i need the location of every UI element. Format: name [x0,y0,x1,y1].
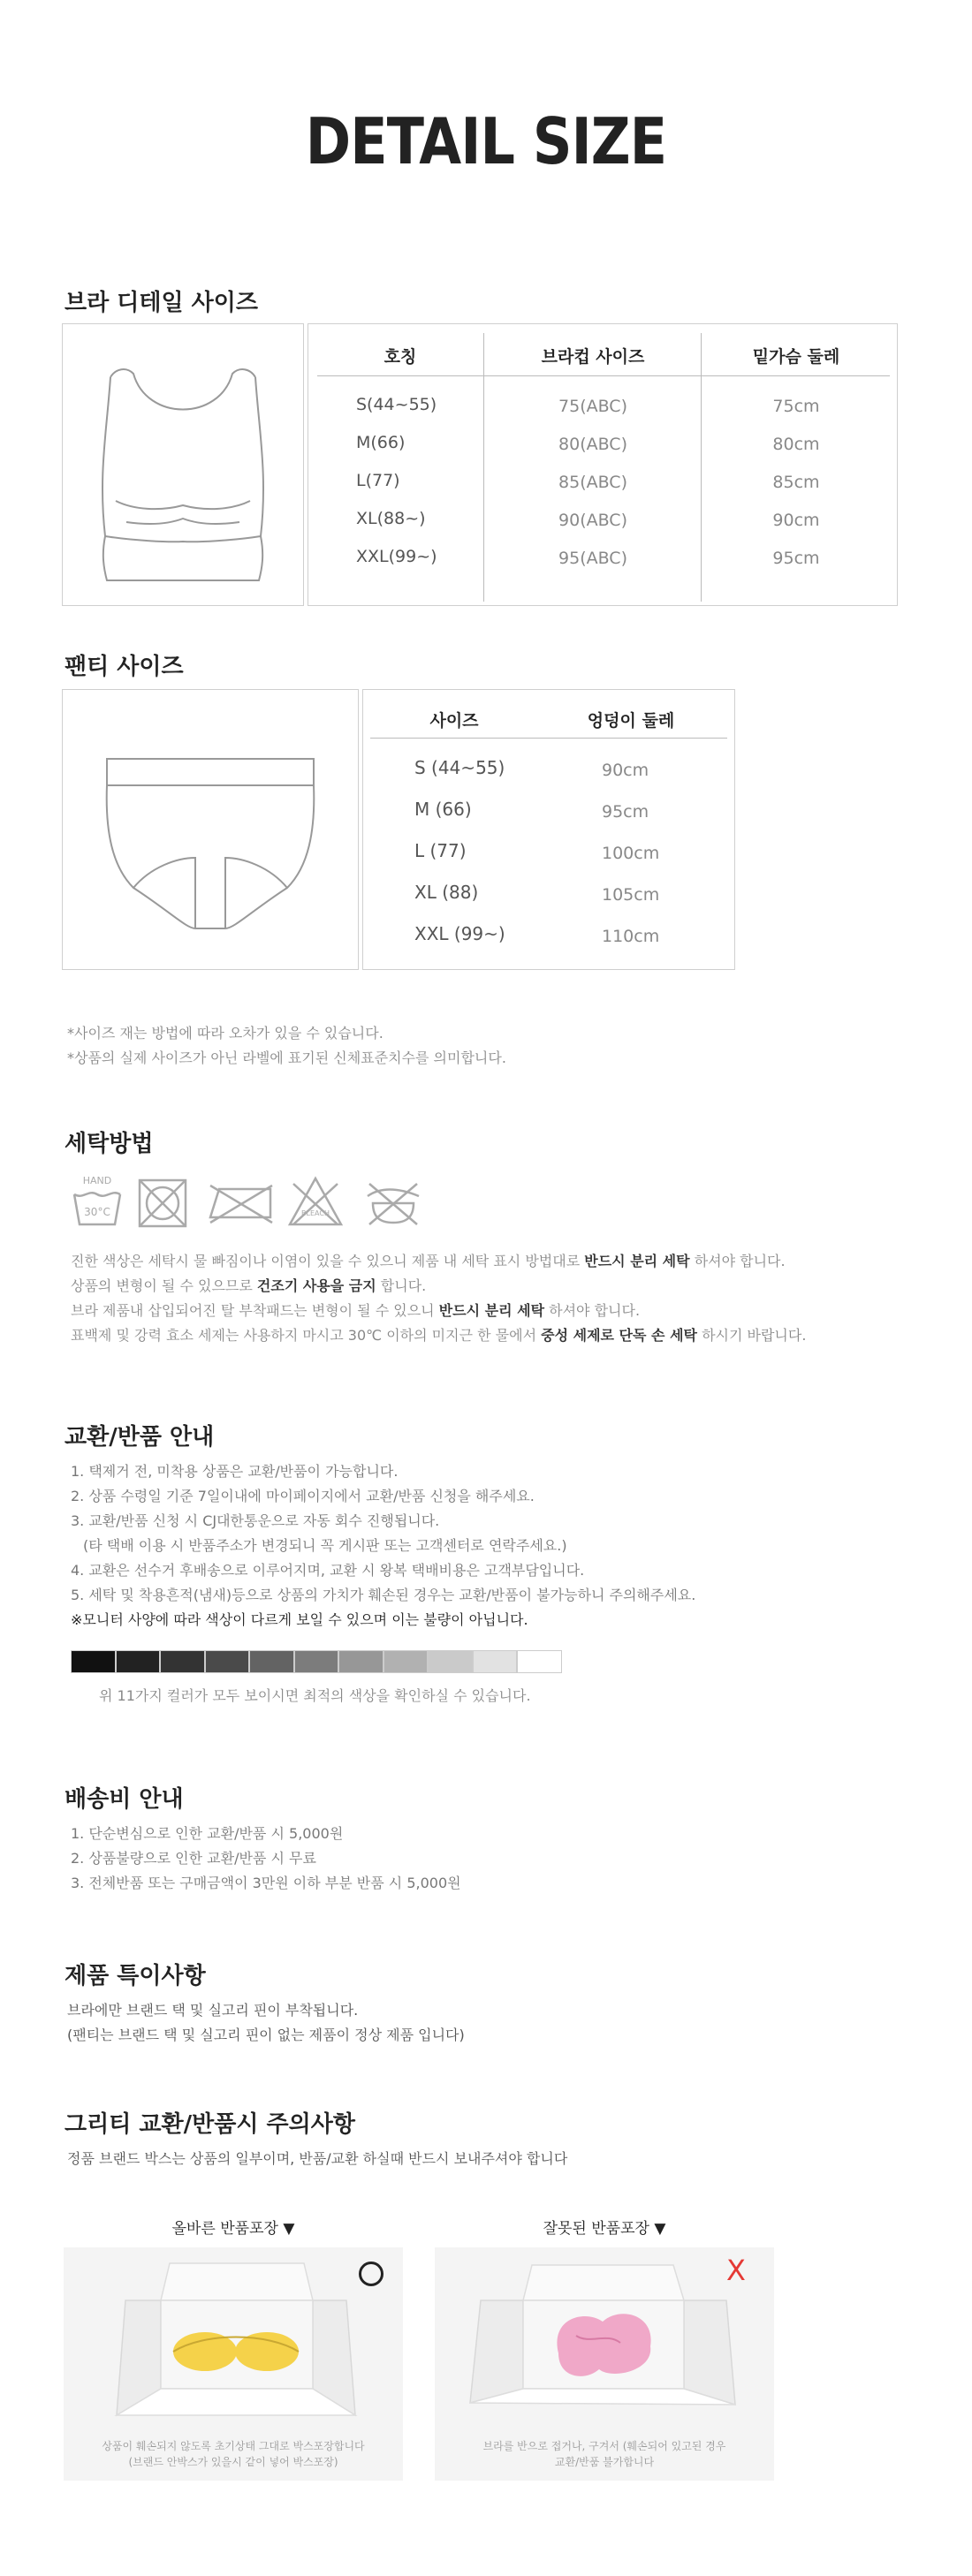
product-note-1: 브라에만 브랜드 택 및 실고리 핀이 부착됩니다. [67,2002,359,2019]
no-iron-icon [205,1182,276,1226]
shipping-heading: 배송비 안내 [65,1786,184,1813]
exchange-item-1: 1. 택제거 전, 미착용 상품은 교환/반품이 가능합니다. [71,1463,399,1480]
swatch-4 [205,1650,250,1673]
swatch-11 [517,1650,562,1673]
bra-size-heading: 브라 디테일 사이즈 [65,290,259,316]
svg-text:BLEACH: BLEACH [301,1209,330,1217]
wash-heading: 세탁방법 [65,1131,154,1157]
panty-illustration-box [62,689,359,970]
no-dry-clean-icon [362,1178,424,1228]
bra-row-1-name: S(44~55) [356,395,437,414]
svg-text:HAND: HAND [82,1175,112,1186]
gritty-subtitle: 정품 브랜드 박스는 상품의 일부이며, 반품/교환 하실때 반드시 보내주셔야 합니다 [67,2150,568,2167]
exchange-item-5: 5. 세탁 및 착용흔적(냄새)등으로 상품의 가치가 훼손된 경우는 교환/반품이 불가능하니 주의해주세요. [71,1587,696,1603]
wrong-caption [435,2438,774,2470]
panty-size-table [362,689,735,970]
swatch-6 [294,1650,339,1673]
panty-row-3-size: L (77) [414,840,467,861]
bra-header-name: 호칭 [383,347,417,367]
size-note-2: *상품의 실제 사이즈가 아닌 라벨에 표기된 신체표준치수를 의미합니다. [67,1049,506,1066]
size-note-1: *사이즈 재는 방법에 따라 오차가 있을 수 있습니다. [67,1025,383,1042]
bra-size-table [308,323,898,606]
exchange-item-2: 2. 상품 수령일 기준 7일이내에 마이페이지에서 교환/반품 신청을 해주세요. [71,1488,535,1504]
bra-header-underbust: 밑가슴 둘레 [752,347,840,367]
bra-row-1-cup: 75(ABC) [558,397,627,416]
bra-row-5-name: XXL(99~) [356,547,437,566]
bra-row-3-underbust: 85cm [772,473,820,492]
swatch-2 [116,1650,161,1673]
panty-row-2-size: M (66) [414,799,472,820]
shipping-item-1: 1. 단순변심으로 인한 교환/반품 시 5,000원 [71,1825,344,1842]
wash-instructions [71,1249,919,1348]
wrong-caption-line-2: 교환/반품 불가합니다 [554,2456,655,2468]
bra-row-4-name: XL(88~) [356,509,426,528]
correct-caption-line-1: 상품이 훼손되지 않도록 초기상태 그대로 박스포장합니다 [102,2440,365,2452]
page-title: DETAIL SIZE [305,104,667,178]
wrong-box-illustration [435,2247,774,2433]
correct-caption [64,2438,403,2470]
wash-icons [71,1173,433,1237]
panty-header-size: 사이즈 [429,711,479,731]
shipping-item-3: 3. 전체반품 또는 구매금액이 3만원 이하 부분 반품 시 5,000원 [71,1875,461,1891]
swatch-10 [473,1650,518,1673]
correct-caption-line-2: (브랜드 안박스가 있을시 같이 넣어 박스포장) [128,2456,338,2468]
no-bleach-icon [286,1175,345,1228]
wash-line-1: 진한 색상은 세탁시 물 빠짐이나 이염이 있을 수 있으니 제품 내 세탁 표시 방법대로 반드시 분리 세탁 하셔야 합니다. [71,1253,786,1269]
panty-row-3-hip: 100cm [602,844,660,863]
panty-row-2-hip: 95cm [602,802,649,822]
shipping-list [71,1822,461,1896]
correct-packing-card [64,2247,403,2481]
product-notes-heading: 제품 특이사항 [65,1963,206,1989]
bra-row-3-name: L(77) [356,471,400,490]
panty-row-4-size: XL (88) [414,882,479,903]
wash-line-3: 브라 제품내 삽입되어진 탈 부착패드는 변형이 될 수 있으니 반드시 분리 세탁 하셔야 합니다. [71,1302,641,1319]
wrong-caption-line-1: 브라를 반으로 접거나, 구겨서 (훼손되어 있고된 경우 [482,2440,726,2452]
product-notes-list [67,1998,465,2048]
correct-packing-label: 올바른 반품포장 ▼ [171,2220,295,2238]
monitor-note: ※모니터 사양에 따라 색상이 다르게 보일 수 있으며 이는 불량이 아닙니다. [71,1611,528,1628]
product-note-2: (팬티는 브랜드 택 및 실고리 핀이 없는 제품이 정상 제품 입니다) [67,2027,465,2043]
panty-size-heading: 팬티 사이즈 [65,654,184,680]
panty-row-4-hip: 105cm [602,885,660,905]
wrong-packing-card [435,2247,774,2481]
wash-line-2: 상품의 변형이 될 수 있으므로 건조기 사용을 금지 합니다. [71,1277,427,1294]
wrong-mark-icon: X [726,2254,746,2287]
wrong-packing-label: 잘못된 반품포장 ▼ [543,2220,666,2238]
swatch-caption: 위 11가지 컬러가 모두 보이시면 최적의 색상을 확인하실 수 있습니다. [99,1687,531,1704]
bra-row-5-underbust: 95cm [772,549,820,568]
wash-line-4: 표백제 및 강력 효소 세제는 사용하지 마시고 30℃ 이하의 미지근 한 물에서 중성 세제로 단독 손 세탁 하시기 바랍니다. [71,1327,807,1344]
correct-mark-icon [359,2262,383,2286]
bra-row-2-underbust: 80cm [772,435,820,454]
bra-illustration-box [62,323,304,606]
exchange-item-4: 4. 교환은 선수거 후배송으로 이루어지며, 교환 시 왕복 택배비용은 고객부담입니다. [71,1562,585,1579]
panty-illustration [63,690,358,969]
panty-header-hip: 엉덩이 둘레 [587,711,675,731]
panty-row-5-size: XXL (99~) [414,923,505,944]
swatch-9 [428,1650,473,1673]
color-swatches [71,1650,562,1673]
correct-box-illustration [64,2247,403,2433]
swatch-1 [71,1650,116,1673]
bra-row-3-cup: 85(ABC) [558,473,627,492]
panty-row-1-size: S (44~55) [414,757,505,778]
bra-header-cup: 브라컵 사이즈 [541,347,645,367]
crumpled-bra [557,2314,650,2376]
bra-row-4-underbust: 90cm [772,511,820,530]
swatch-5 [249,1650,294,1673]
swatch-3 [160,1650,205,1673]
exchange-item-3: 3. 교환/반품 신청 시 CJ대한통운으로 자동 회수 진행됩니다. [71,1512,440,1529]
bra-row-2-cup: 80(ABC) [558,435,627,454]
bra-row-4-cup: 90(ABC) [558,511,627,530]
svg-text:30°C: 30°C [84,1206,110,1218]
exchange-list [71,1459,937,1633]
bra-row-2-name: M(66) [356,433,406,452]
bra-row-5-cup: 95(ABC) [558,549,627,568]
exchange-heading: 교환/반품 안내 [65,1424,215,1451]
gritty-heading: 그리티 교환/반품시 주의사항 [65,2111,355,2138]
hand-wash-icon [71,1173,124,1231]
bra-illustration [63,324,303,605]
shipping-item-2: 2. 상품불량으로 인한 교환/반품 시 무료 [71,1850,316,1867]
swatch-7 [338,1650,383,1673]
panty-row-1-hip: 90cm [602,761,649,780]
no-tumble-dry-icon [136,1177,189,1230]
exchange-item-3-note: (타 택배 이용 시 반품주소가 변경되니 꼭 게시판 또는 고객센터로 연락주세요.) [83,1537,567,1554]
bra-row-1-underbust: 75cm [772,397,820,416]
panty-row-5-hip: 110cm [602,927,660,946]
swatch-8 [383,1650,429,1673]
